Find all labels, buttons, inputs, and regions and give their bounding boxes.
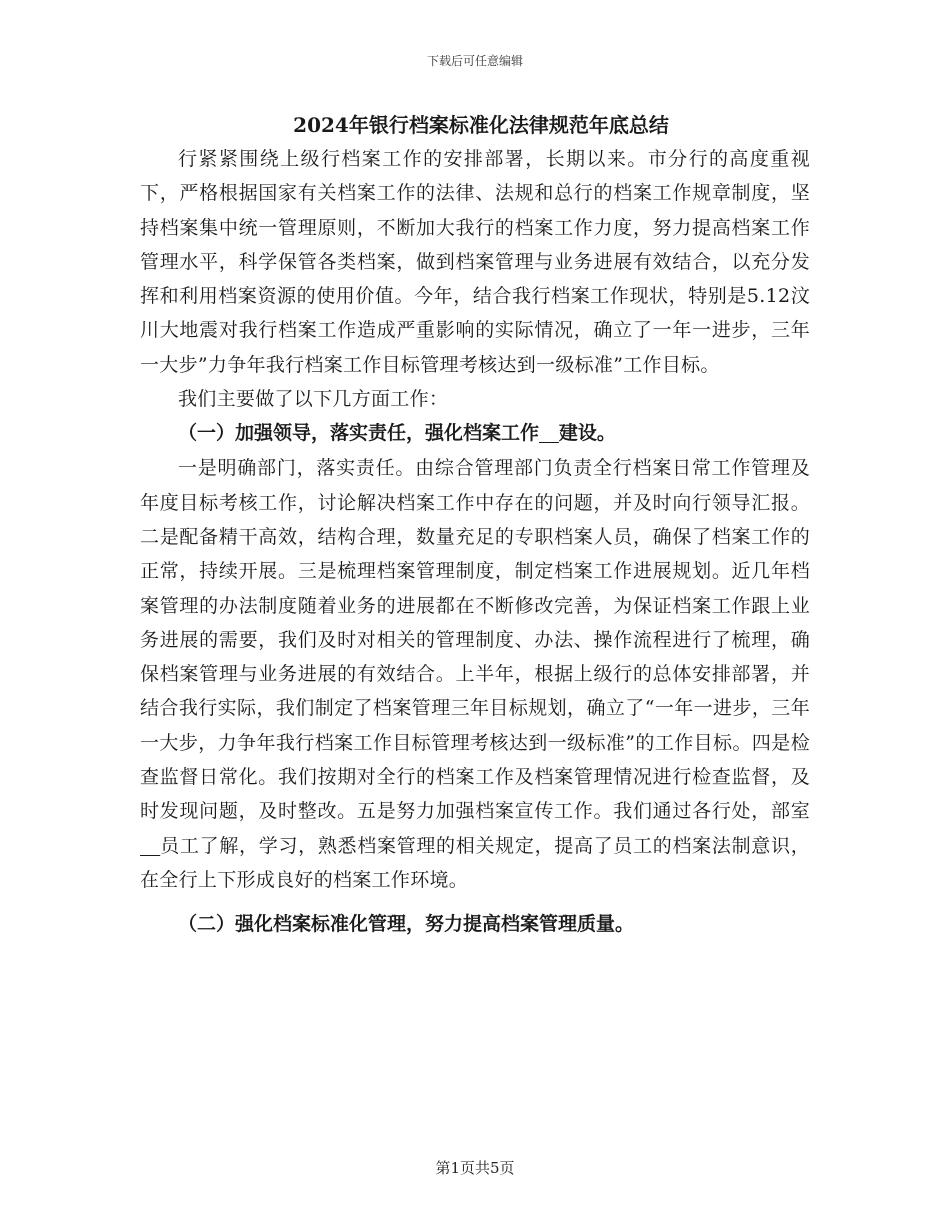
- document-body: [140, 110, 810, 942]
- section-1-blank: [140, 835, 160, 857]
- page-header-note: 下载后可任意编辑: [426, 54, 523, 68]
- section-heading-1-blank: [539, 422, 559, 444]
- section-heading-1-text-b: 建设。: [558, 422, 616, 445]
- document-title: 2024年银行档案标准化法律规范年底总结: [293, 113, 669, 137]
- section-heading-1-text-a: （一）加强领导，落实责任，强化档案工作: [178, 422, 540, 445]
- section-heading-1: [140, 416, 810, 451]
- page-footer: 第1页共5页: [435, 1159, 515, 1177]
- section-1-text-b: 员工了解，学习，熟悉档案管理的相关规定，提高了员工的档案法制意识，在全行上下形成良好的档案工作环境。: [140, 834, 810, 891]
- intro-paragraph: 行紧紧围绕上级行档案工作的安排部署，长期以来。市分行的高度重视下，严格根据国家有关档案工作的法律、法规和总行的档案工作规章制度，坚持档案集中统一管理原则，不断加大我行的档案工作力度，努力提高档案工作管理水平，科学保管各类档案，做到档案管理与业务进展有效结合，以充分发挥和利用档案资源的使用价值。今年，结合我行档案工作现状，特别是5.12汶川大地震对我行档案工作造成严重影响的实际情况，确立了一年一进步，三年一大步”力争年我行档案工作目标管理考核达到一级标准”工作目标。: [140, 148, 810, 376]
- section-heading-2: （二）强化档案标准化管理，努力提高档案管理质量。: [178, 913, 635, 936]
- work-summary-paragraph: 我们主要做了以下几方面工作：: [178, 388, 449, 411]
- section-1-text-a: 一是明确部门，落实责任。由综合管理部门负责全行档案日常工作管理及年度目标考核工作，讨论解决档案工作中存在的问题，并及时向行领导汇报。二是配备精干高效，结构合理，数量充足的专职档案人员，确保了档案工作的正常，持续开展。三是梳理档案管理制度，制定档案工作进展规划。近几年档案管理的办法制度随着业务的进展都在不断修改完善，为保证档案工作跟上业务进展的需要，我们及时对相关的管理制度、办法、操作流程进行了梳理，确保档案管理与业务进展的有效结合。上半年，根据上级行的总体安排部署，并结合我行实际，我们制定了档案管理三年目标规划，确立了“一年一进步，三年一大步，力争年我行档案工作目标管理考核达到一级标准”的工作目标。四是检查监督日常化。我们按期对全行的档案工作及档案管理情况进行检查监督，及时发现问题，及时整改。五是努力加强档案宣传工作。我们通过各行处，部室: [140, 457, 810, 823]
- section-1-paragraph: [140, 451, 810, 897]
